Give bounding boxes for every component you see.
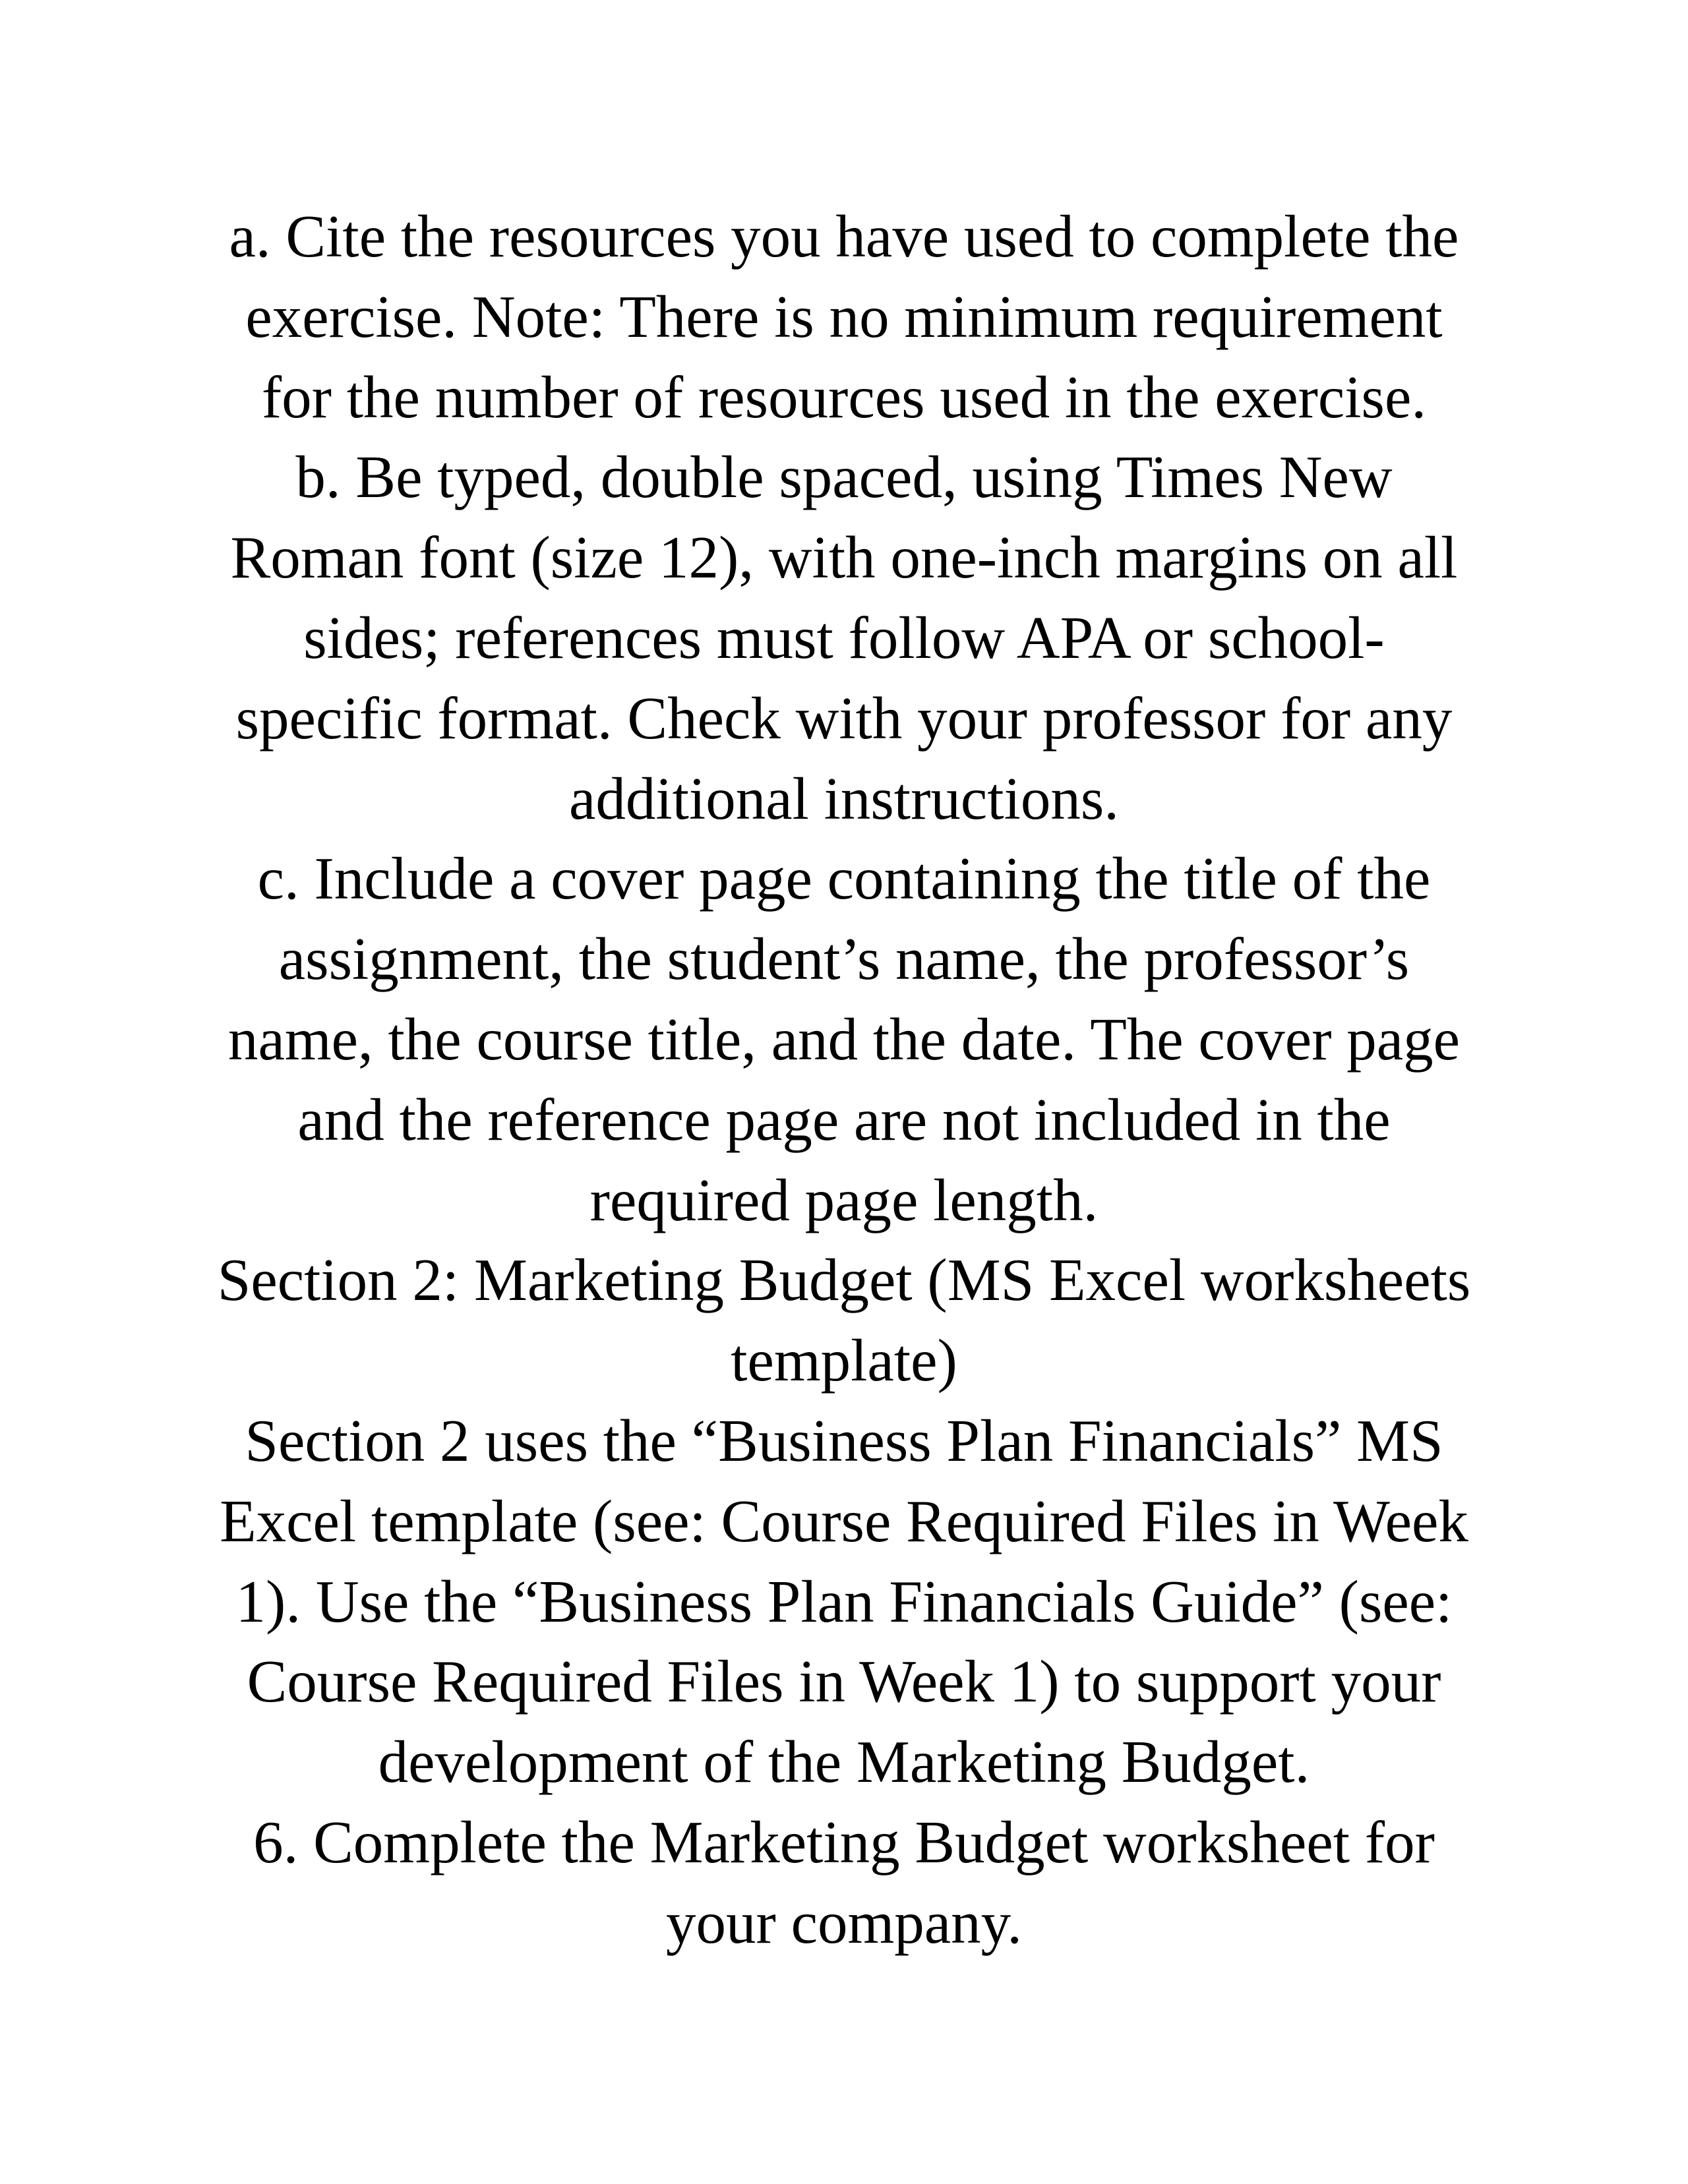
- item-c-line-1: c. Include a cover page containing the title of the: [257, 845, 1431, 912]
- item-a-line-1: a. Cite the resources you have used to complete the: [229, 203, 1459, 270]
- item-a-line-3: for the number of resources used in the exercise.: [261, 363, 1427, 430]
- item-c-line-5: required page length.: [589, 1166, 1099, 1233]
- document-body: [132, 196, 1556, 1963]
- item-c-line-4: and the reference page are not included in the: [297, 1086, 1391, 1153]
- section-heading-line-1: Section 2: Marketing Budget (MS Excel worksheets: [217, 1247, 1471, 1314]
- item-c-line-3: name, the course title, and the date. The cover page: [227, 1005, 1461, 1073]
- section-paragraph-line-1: Section 2 uses the “Business Plan Financials” MS: [245, 1407, 1443, 1474]
- section-heading-line-2: template): [731, 1327, 957, 1394]
- item-b-line-3: sides; references must follow APA or school-: [303, 604, 1385, 671]
- section-paragraph-line-3: 1). Use the “Business Plan Financials Guide” (see:: [235, 1568, 1453, 1635]
- section-paragraph-line-5: development of the Marketing Budget.: [378, 1728, 1310, 1796]
- item-6-line-1: 6. Complete the Marketing Budget worksheet for: [253, 1808, 1435, 1875]
- item-b-line-4: specific format. Check with your professor for any: [235, 684, 1453, 752]
- item-a-line-2: exercise. Note: There is no minimum requirement: [245, 283, 1443, 350]
- item-6-line-2: your company.: [666, 1889, 1022, 1956]
- item-b-line-1: b. Be typed, double spaced, using Times New: [295, 444, 1393, 511]
- section-paragraph-line-4: Course Required Files in Week 1) to support your: [247, 1648, 1441, 1715]
- item-c-line-2: assignment, the student’s name, the professor’s: [278, 926, 1410, 993]
- item-b-line-2: Roman font (size 12), with one-inch margins on all: [230, 524, 1458, 591]
- item-b-line-5: additional instructions.: [568, 765, 1120, 832]
- section-paragraph-line-2: Excel template (see: Course Required Files in Week: [220, 1487, 1468, 1554]
